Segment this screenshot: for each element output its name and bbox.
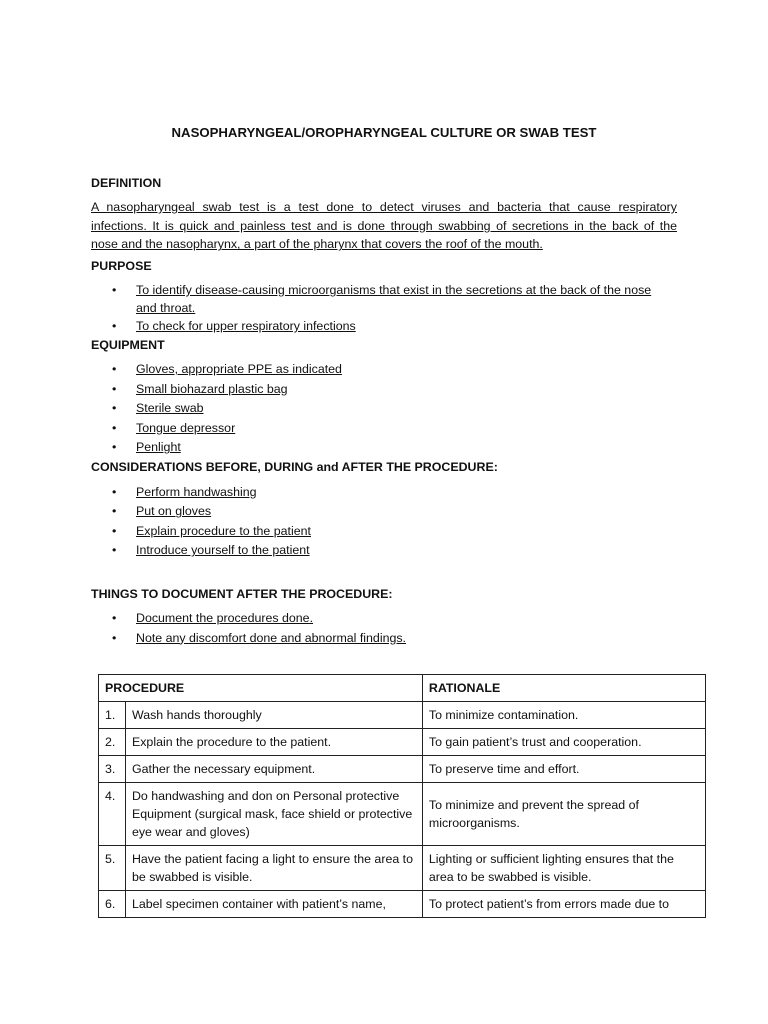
list-item: • Gloves, appropriate PPE as indicated: [110, 360, 670, 380]
rationale-cell: Lighting or sufficient lighting ensures that the area to be swabbed is visible.: [422, 846, 705, 891]
table-row: [99, 702, 706, 729]
definition-line: infections. It is quick and painless test and is done through swabbing of secretions in the back of the: [91, 218, 677, 233]
purpose-heading: PURPOSE: [91, 259, 152, 273]
page-title: NASOPHARYNGEAL/OROPHARYNGEAL CULTURE OR SWAB TEST: [171, 125, 597, 140]
procedure-cell: Do handwashing and don on Personal protective Equipment (surgical mask, face shield or protective eye wear and gloves): [125, 783, 422, 846]
rationale-cell: To minimize and prevent the spread of microorganisms.: [422, 783, 705, 846]
rationale-cell: To minimize contamination.: [422, 702, 705, 729]
procedure-cell: Explain the procedure to the patient.: [125, 729, 422, 756]
procedure-cell: Have the patient facing a light to ensure the area to be swabbed is visible.: [125, 846, 422, 891]
rationale-cell: To gain patient’s trust and cooperation.: [422, 729, 705, 756]
table-row: [99, 783, 706, 846]
equipment-list: [110, 360, 670, 458]
definition-paragraph: [91, 198, 677, 254]
table-row: [99, 891, 706, 918]
considerations-list: [110, 483, 670, 561]
row-number: 2.: [99, 729, 126, 756]
procedure-table: [98, 674, 706, 918]
rationale-cell: To protect patient’s from errors made due to: [422, 891, 705, 918]
list-item: • To check for upper respiratory infections: [110, 317, 670, 335]
header-rationale: RATIONALE: [422, 675, 705, 702]
rationale-cell: To preserve time and effort.: [422, 756, 705, 783]
table-row: [99, 756, 706, 783]
purpose-list: [110, 281, 670, 335]
definition-heading: DEFINITION: [91, 176, 162, 190]
list-item: • Put on gloves: [110, 502, 670, 521]
table-row: [99, 729, 706, 756]
table-header-row: [99, 675, 706, 702]
list-item: • Sterile swab: [110, 399, 670, 419]
procedure-cell: Gather the necessary equipment.: [125, 756, 422, 783]
list-item: • To identify disease-causing microorganisms that exist in the secretions at the back of the nose and throat.: [110, 281, 670, 317]
header-procedure: PROCEDURE: [99, 675, 423, 702]
row-number: 1.: [99, 702, 126, 729]
definition-line: A nasopharyngeal swab test is a test done to detect viruses and bacteria that cause respiratory: [91, 200, 677, 214]
list-item: • Note any discomfort done and abnormal findings.: [110, 629, 670, 649]
list-item: • Tongue depressor: [110, 419, 670, 439]
document-heading: THINGS TO DOCUMENT AFTER THE PROCEDURE:: [91, 587, 393, 601]
row-number: 3.: [99, 756, 126, 783]
considerations-heading: CONSIDERATIONS BEFORE, DURING and AFTER THE PROCEDURE:: [91, 460, 498, 474]
procedure-cell: Wash hands thoroughly: [125, 702, 422, 729]
row-number: 4.: [99, 783, 126, 846]
procedure-cell: Label specimen container with patient’s name,: [125, 891, 422, 918]
definition-line: nose and the nasopharynx, a part of the pharynx that covers the roof of the mouth.: [91, 237, 543, 252]
list-item: • Document the procedures done.: [110, 609, 670, 629]
list-item: • Small biohazard plastic bag: [110, 380, 670, 400]
table-row: [99, 846, 706, 891]
list-item: • Introduce yourself to the patient: [110, 541, 670, 560]
list-item: • Explain procedure to the patient: [110, 522, 670, 541]
row-number: 6.: [99, 891, 126, 918]
equipment-heading: EQUIPMENT: [91, 338, 165, 352]
document-list: [110, 609, 670, 648]
list-item: • Penlight: [110, 438, 670, 458]
list-item: • Perform handwashing: [110, 483, 670, 502]
row-number: 5.: [99, 846, 126, 891]
